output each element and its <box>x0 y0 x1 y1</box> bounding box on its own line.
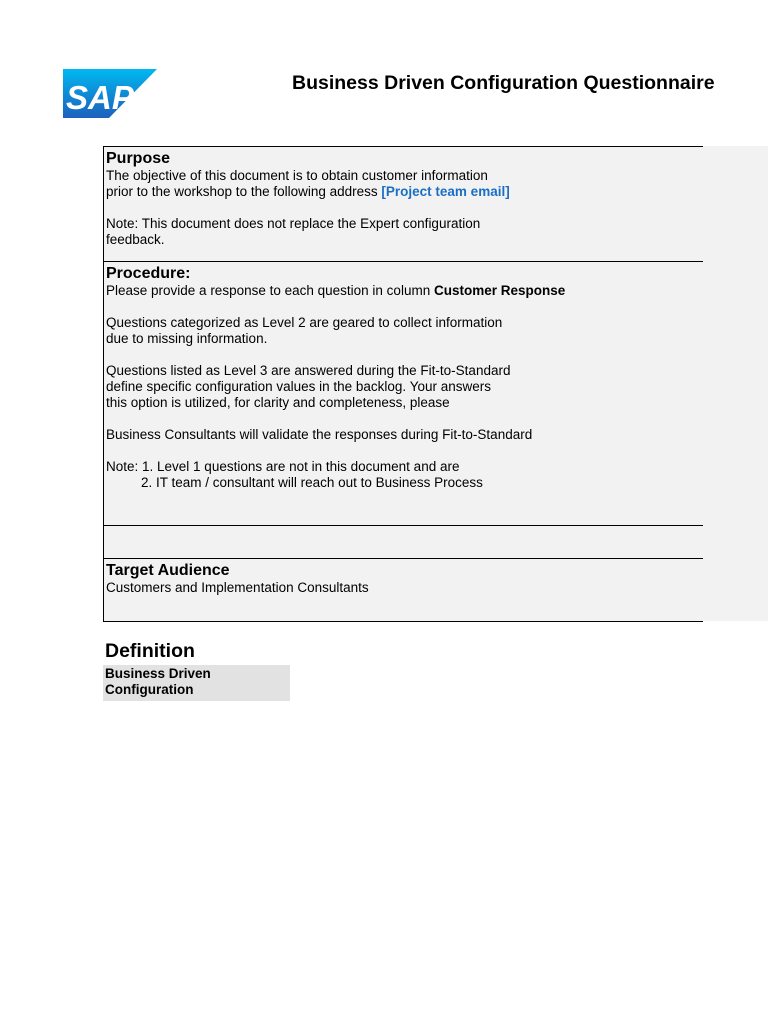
procedure-note-1: Note: 1. Level 1 questions are not in this document and are <box>106 459 460 474</box>
procedure-heading: Procedure: <box>106 265 191 282</box>
procedure-note-2: 2. IT team / consultant will reach out to Business Process <box>141 475 483 490</box>
instructions-table <box>103 146 566 622</box>
purpose-line-2 <box>106 184 703 200</box>
definition-heading: Definition <box>105 640 195 662</box>
level3-line-3: this option is utilized, for clarity and completeness, please <box>106 395 450 410</box>
document-title: Business Driven Configuration Questionnaire <box>292 72 715 94</box>
procedure-section <box>103 261 703 526</box>
definition-term-cell <box>103 665 290 701</box>
purpose-section <box>103 146 703 262</box>
purpose-heading: Purpose <box>106 150 171 167</box>
target-audience-section <box>103 558 703 622</box>
customer-response-column-name: Customer Response <box>433 283 566 298</box>
validation-line: Business Consultants will validate the responses during Fit-to-Standard <box>106 427 533 442</box>
procedure-line-1 <box>106 283 703 299</box>
sap-logo <box>63 69 157 118</box>
level2-line-1: Questions categorized as Level 2 are geared to collect information <box>106 315 503 330</box>
empty-row <box>103 525 703 559</box>
purpose-note-line-2: feedback. <box>106 232 165 247</box>
definition-term-line-2: Configuration <box>105 682 194 697</box>
purpose-line-2-text: prior to the workshop to the following address <box>106 184 382 199</box>
level2-line-2: due to missing information. <box>106 331 268 346</box>
level3-line-2: define specific configuration values in the backlog. Your answers <box>106 379 491 394</box>
level3-line-1: Questions listed as Level 3 are answered during the Fit-to-Standard <box>106 363 511 378</box>
sap-logo-text: SAP <box>66 79 134 116</box>
purpose-note-line-1: Note: This document does not replace the Expert configuration <box>106 216 481 231</box>
target-audience-text: Customers and Implementation Consultants <box>106 580 369 595</box>
purpose-line-1: The objective of this document is to obtain customer information <box>106 168 488 183</box>
definition-term-line-1: Business Driven <box>105 666 211 681</box>
target-audience-heading: Target Audience <box>106 562 230 579</box>
project-email-link[interactable]: [Project team email] <box>381 184 510 199</box>
procedure-line-1-text: Please provide a response to each question in column <box>106 283 434 298</box>
